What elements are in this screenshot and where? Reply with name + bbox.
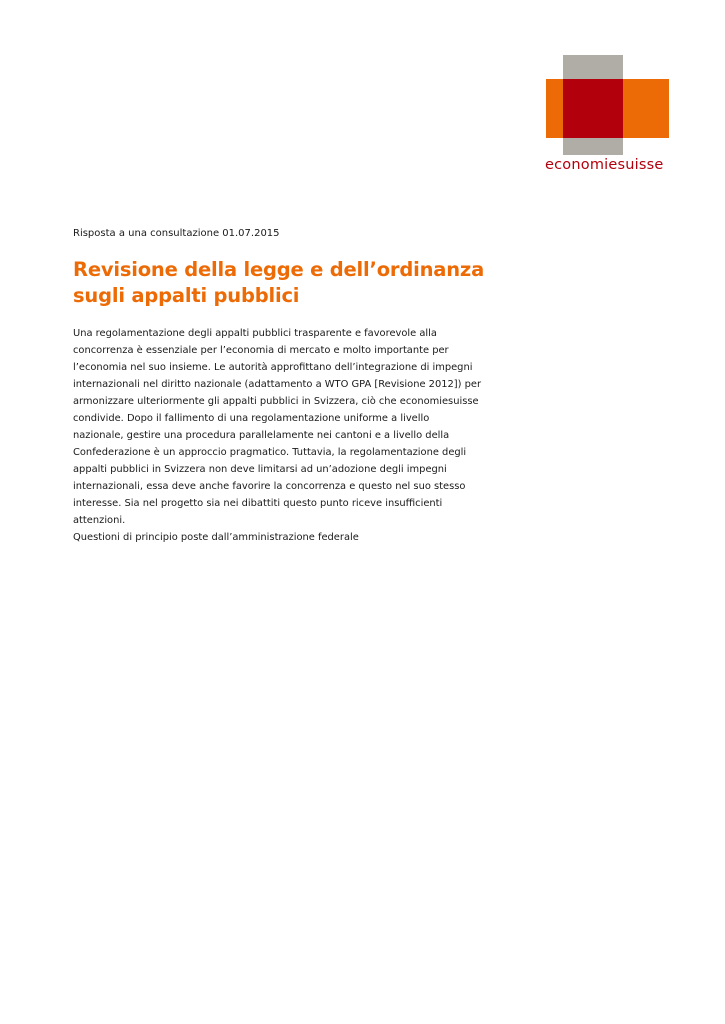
title-line: sugli appalti pubblici (73, 284, 300, 307)
body-line: l’economia nel suo insieme. Le autorità approfittano dell’integrazione di impegni (73, 362, 473, 373)
body-line: internazionali nel diritto nazionale (adattamento a WTO GPA [Revisione 2012]) per (73, 379, 482, 390)
body-line: Una regolamentazione degli appalti pubblici trasparente e favorevole alla (73, 328, 437, 339)
body-line: interesse. Sia nel progetto sia nei dibattiti questo punto riceve insufficienti (73, 498, 443, 509)
document-meta: Risposta a una consultazione 01.07.2015 (73, 228, 280, 239)
document-title (73, 257, 513, 309)
body-line: Questioni di principio poste dall’amministrazione federale (73, 532, 359, 543)
body-line: nazionale, gestire una procedura parallelamente nei cantoni e a livello della (73, 430, 450, 441)
document-body (73, 325, 493, 546)
body-line: concorrenza è essenziale per l’economia di mercato e molto importante per (73, 345, 449, 356)
body-line: appalti pubblici in Svizzera non deve limitarsi ad un’adozione degli impegni (73, 464, 447, 475)
logo-red-block (563, 79, 623, 138)
body-line: attenzioni. (73, 515, 126, 526)
body-line: condivide. Dopo il fallimento di una regolamentazione uniforme a livello (73, 413, 430, 424)
logo-wordmark: economiesuisse (545, 157, 664, 173)
body-line: Confederazione è un approccio pragmatico. Tuttavia, la regolamentazione degli (73, 447, 467, 458)
economiesuisse-logo (0, 0, 725, 200)
body-line: armonizzare ulteriormente gli appalti pubblici in Svizzera, ciò che economiesuisse (73, 396, 479, 407)
title-line: Revisione della legge e dell’ordinanza (73, 258, 485, 281)
body-line: internazionali, essa deve anche favorire la concorrenza e questo nel suo stesso (73, 481, 466, 492)
